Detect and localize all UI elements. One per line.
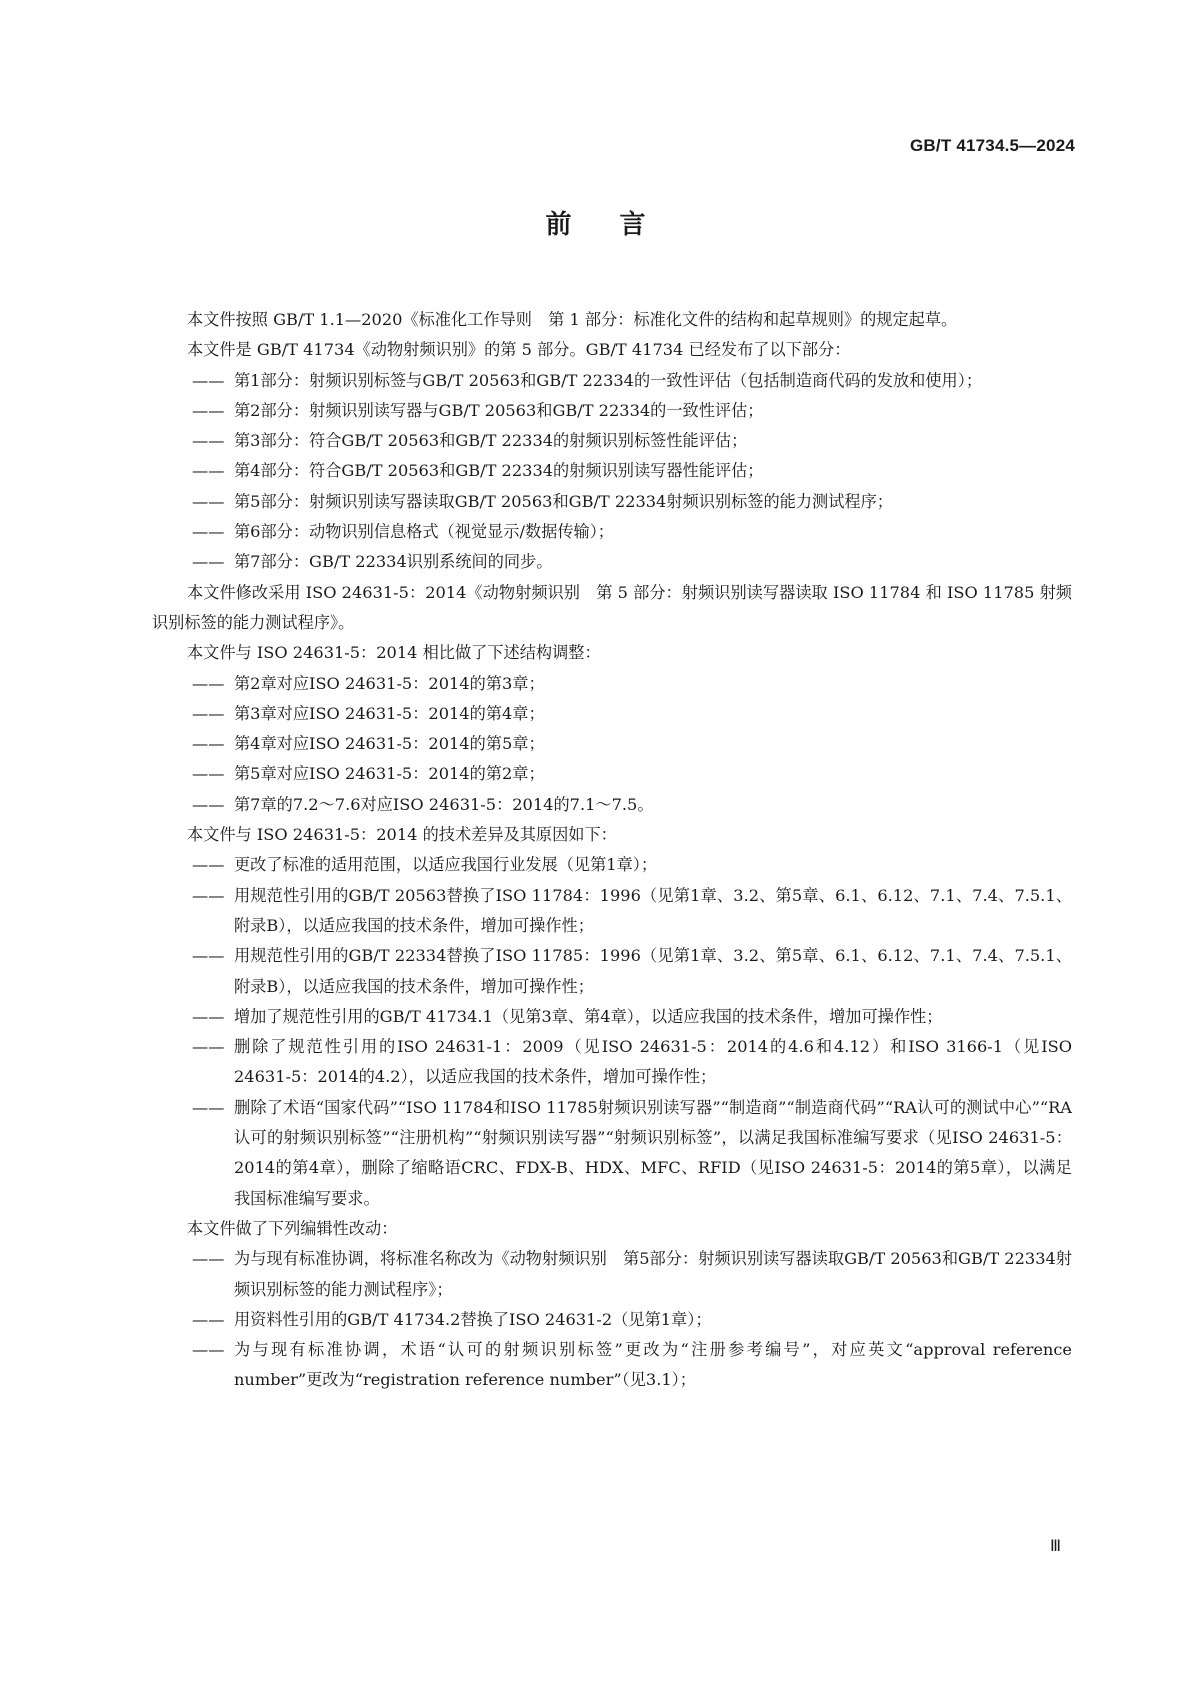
list-item — [152, 699, 1072, 729]
list-dash: —— — [192, 1037, 225, 1057]
list-item — [152, 759, 1072, 789]
list-item — [152, 1335, 1072, 1396]
list-item-text: 第7部分：GB/T 22334识别系统间的同步。 — [234, 552, 553, 572]
title-char: 言 — [619, 210, 646, 240]
list-item-text: 第4章对应ISO 24631-5：2014的第5章； — [234, 734, 545, 754]
list-item — [152, 941, 1072, 1002]
list-item — [152, 850, 1072, 880]
paragraph: 本文件修改采用 ISO 24631-5：2014《动物射频识别 第 5 部分：射频识别读写器读取 ISO 11784 和 ISO 11785 射频识别标签的能力测试程序》。 — [152, 582, 1072, 632]
list-item-text: 删除了规范性引用的ISO 24631-1：2009（见ISO 24631-5：2014的4.6和4.12）和ISO 3166-1（见ISO 24631-5：2014的4.2），以适应我国的技术条件，增加可操作性； — [234, 1037, 1072, 1087]
list-item-text: 为与现有标准协调，术语“认可的射频识别标签”更改为“注册参考编号”，对应英文“approval reference number”更改为“registration reference number”（见3.1）； — [234, 1340, 1072, 1390]
paragraph: 本文件按照 GB/T 1.1—2020《标准化工作导则 第 1 部分：标准化文件的结构和起草规则》的规定起草。 — [187, 310, 958, 329]
list-dash: —— — [192, 855, 225, 875]
list-item-text: 删除了术语“国家代码”“ISO 11784和ISO 11785射频识别读写器”“制造商”“制造商代码”“RA认可的测试中心”“RA认可的射频识别标签”“注册机构”“射频识别读写器”“射频识别标签”，以满足我国标准编写要求（见ISO 24631-5：2014的第4章），删除了缩略语CRC、FDX-B、HDX、MFC、RFID（见ISO 24631-5：2014的第5章），以满足我国标准编写要求。 — [234, 1097, 1072, 1208]
paragraph: 本文件与 ISO 24631-5：2014 的技术差异及其原因如下： — [187, 825, 617, 845]
list-item-text: 为与现有标准协调，将标准名称改为《动物射频识别 第5部分：射频识别读写器读取GB/T 20563和GB/T 22334射频识别标签的能力测试程序》； — [234, 1249, 1072, 1299]
list-item-text: 第6部分：动物识别信息格式（视觉显示/数据传输）； — [234, 522, 614, 542]
list-dash: —— — [192, 673, 225, 693]
list-item — [152, 517, 1072, 547]
paragraph: 本文件是 GB/T 41734《动物射频识别》的第 5 部分。GB/T 41734 已经发布了以下部分： — [187, 340, 851, 360]
list-item — [152, 426, 1072, 456]
list-item — [152, 1305, 1072, 1335]
page-number: Ⅲ — [1049, 1538, 1061, 1555]
list-item-text: 增加了规范性引用的GB/T 41734.1（见第3章、第4章），以适应我国的技术条件，增加可操作性； — [234, 1006, 943, 1026]
list-item — [152, 669, 1072, 699]
list-dash: —— — [192, 1309, 225, 1329]
list-item-text: 第5章对应ISO 24631-5：2014的第2章； — [234, 764, 545, 784]
paragraph: 本文件与 ISO 24631-5：2014 相比做了下述结构调整： — [187, 643, 601, 663]
list-item-text: 第1部分：射频识别标签与GB/T 20563和GB/T 22334的一致性评估（包括制造商代码的发放和使用）； — [234, 370, 983, 390]
list-item — [152, 456, 1072, 486]
list-item-text: 第2部分：射频识别读写器与GB/T 20563和GB/T 22334的一致性评估； — [234, 400, 764, 420]
list-dash: —— — [192, 461, 225, 481]
list-item-text: 用资料性引用的GB/T 41734.2替换了ISO 24631-2（见第1章）； — [234, 1309, 712, 1329]
list-item-text: 第4部分：符合GB/T 20563和GB/T 22334的射频识别读写器性能评估； — [234, 461, 764, 481]
list-item-text: 第5部分：射频识别读写器读取GB/T 20563和GB/T 22334射频识别标签的能力测试程序； — [234, 491, 893, 511]
paragraph: 本文件做了下列编辑性改动： — [187, 1218, 398, 1238]
list-item — [152, 547, 1072, 577]
list-item-text: 用规范性引用的GB/T 22334替换了ISO 11785：1996（见第1章、3.2、第5章、6.1、6.12、7.1、7.4、7.5.1、附录B），以适应我国的技术条件，增加可操作性； — [234, 946, 1072, 996]
list-dash: —— — [192, 703, 225, 723]
list-dash: —— — [192, 1249, 225, 1269]
list-dash: —— — [192, 885, 225, 905]
list-item — [152, 396, 1072, 426]
list-dash: —— — [192, 370, 225, 390]
list-item — [152, 366, 1072, 396]
page-title — [0, 204, 1191, 241]
list-item-text: 第2章对应ISO 24631-5：2014的第3章； — [234, 673, 545, 693]
list-dash: —— — [192, 764, 225, 784]
list-item — [152, 790, 1072, 820]
list-item — [152, 1002, 1072, 1032]
standard-code: GB/T 41734.5—2024 — [910, 136, 1075, 155]
list-item — [152, 1093, 1072, 1214]
list-item — [152, 729, 1072, 759]
list-dash: —— — [192, 1340, 225, 1360]
list-item-text: 第3部分：符合GB/T 20563和GB/T 22334的射频识别标签性能评估； — [234, 431, 748, 451]
list-item — [152, 1244, 1072, 1305]
list-dash: —— — [192, 522, 225, 542]
list-dash: —— — [192, 794, 225, 814]
list-dash: —— — [192, 946, 225, 966]
list-dash: —— — [192, 734, 225, 754]
list-dash: —— — [192, 552, 225, 572]
list-dash: —— — [192, 400, 225, 420]
title-char: 前 — [545, 210, 572, 240]
list-dash: —— — [192, 491, 225, 511]
list-item — [152, 487, 1072, 517]
list-item-text: 第7章的7.2～7.6对应ISO 24631-5：2014的7.1～7.5。 — [234, 794, 654, 814]
list-dash: —— — [192, 1097, 225, 1117]
list-item — [152, 1032, 1072, 1093]
list-item-text: 用规范性引用的GB/T 20563替换了ISO 11784：1996（见第1章、3.2、第5章、6.1、6.12、7.1、7.4、7.5.1、附录B），以适应我国的技术条件，增加可操作性； — [234, 885, 1072, 935]
list-item — [152, 881, 1072, 942]
list-dash: —— — [192, 431, 225, 451]
list-item-text: 第3章对应ISO 24631-5：2014的第4章； — [234, 703, 545, 723]
list-item-text: 更改了标准的适用范围，以适应我国行业发展（见第1章）； — [234, 855, 658, 875]
list-dash: —— — [192, 1006, 225, 1026]
preface-body — [152, 305, 1072, 1396]
